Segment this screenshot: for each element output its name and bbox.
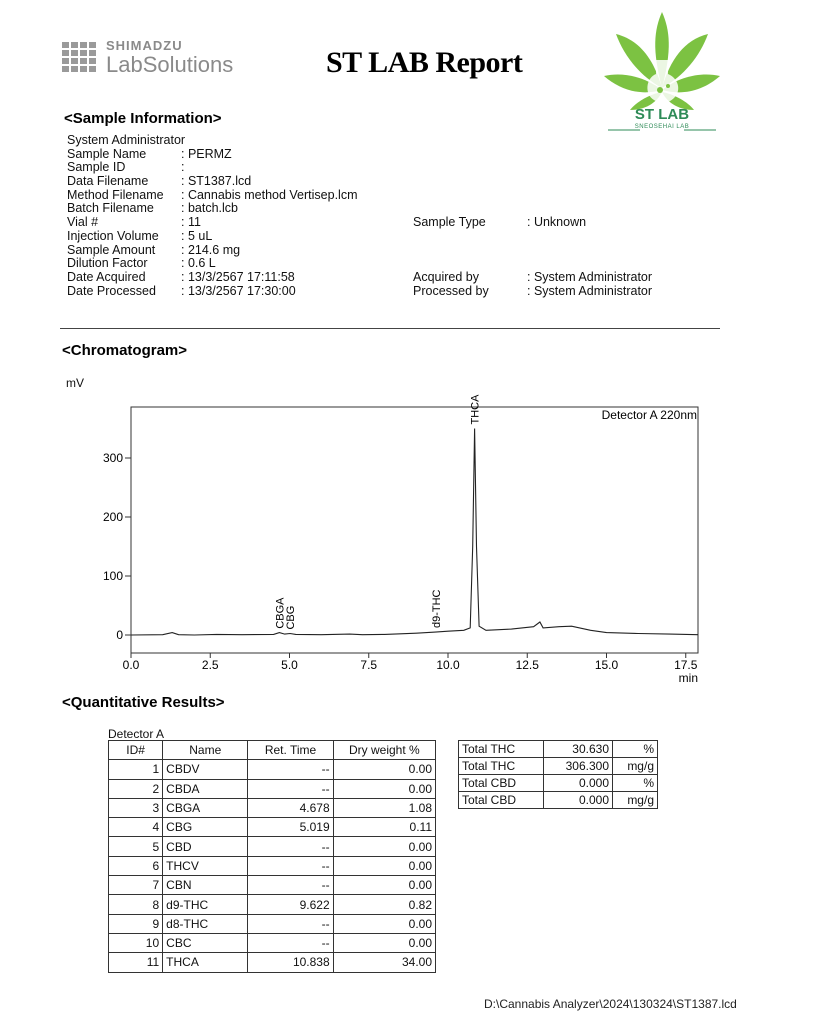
- cell-dry-weight: 0.00: [333, 933, 435, 952]
- info-value: : 13/3/2567 17:11:58: [181, 269, 295, 284]
- info-label: Batch Filename: [67, 201, 154, 216]
- total-value: 0.000: [544, 775, 613, 792]
- cell-ret-time: --: [248, 914, 333, 933]
- sample-type-row: [413, 216, 586, 230]
- total-value: 30.630: [544, 741, 613, 758]
- cell-name: CBGA: [163, 798, 248, 817]
- table-row: [109, 895, 436, 914]
- cell-ret-time: --: [248, 856, 333, 875]
- totals-row: [459, 741, 658, 758]
- cell-dry-weight: 0.00: [333, 779, 435, 798]
- quant-table: [108, 740, 436, 973]
- y-tick-label: 100: [102, 569, 123, 583]
- col-name: Name: [163, 741, 248, 760]
- info-label: Data Filename: [67, 174, 149, 189]
- cell-name: CBC: [163, 933, 248, 952]
- table-row: [109, 856, 436, 875]
- table-row: [109, 953, 436, 972]
- cell-id: 3: [109, 798, 163, 817]
- totals-row: [459, 775, 658, 792]
- chromatogram-trace: [131, 429, 698, 636]
- cell-name: CBN: [163, 876, 248, 895]
- cell-dry-weight: 0.00: [333, 876, 435, 895]
- table-row: [109, 760, 436, 779]
- y-ticks: [103, 451, 131, 642]
- total-unit: mg/g: [613, 792, 658, 809]
- peak-labels: [274, 394, 481, 630]
- processed-by-row: [413, 285, 652, 299]
- cell-dry-weight: 1.08: [333, 798, 435, 817]
- x-tick-label: 10.0: [436, 658, 460, 672]
- info-label: Vial #: [67, 215, 99, 230]
- cell-name: THCV: [163, 856, 248, 875]
- info-row: [67, 216, 357, 230]
- total-label: Total CBD: [459, 775, 544, 792]
- col-id: ID#: [109, 741, 163, 760]
- cell-ret-time: --: [248, 837, 333, 856]
- cell-id: 5: [109, 837, 163, 856]
- sample-type-label: Sample Type: [413, 215, 486, 229]
- totals-table: [458, 740, 658, 809]
- x-tick-label: 15.0: [594, 658, 619, 672]
- acquired-by-row: [413, 271, 652, 285]
- cell-id: 8: [109, 895, 163, 914]
- detector-label: Detector A 220nm: [601, 408, 697, 422]
- info-row: [67, 175, 357, 189]
- table-row: [109, 818, 436, 837]
- cell-ret-time: 5.019: [248, 818, 333, 837]
- cell-id: 7: [109, 876, 163, 895]
- cell-id: 6: [109, 856, 163, 875]
- cell-dry-weight: 34.00: [333, 953, 435, 972]
- file-path-footer: D:\Cannabis Analyzer\2024\130324\ST1387.lcd: [484, 997, 737, 1011]
- table-row: [109, 876, 436, 895]
- brand-labsolutions: LabSolutions: [106, 52, 234, 77]
- info-label: Sample Amount: [67, 242, 156, 257]
- table-row: [109, 798, 436, 817]
- y-tick-label: 300: [102, 451, 123, 465]
- y-tick-label: 200: [102, 510, 123, 524]
- info-value: : 13/3/2567 17:30:00: [181, 283, 296, 298]
- col-dry-weight: Dry weight %: [333, 741, 435, 760]
- cell-name: CBG: [163, 818, 248, 837]
- x-tick-label: 17.5: [674, 658, 698, 672]
- processed-by-label: Processed by: [413, 284, 489, 298]
- cell-ret-time: 10.838: [248, 953, 333, 972]
- total-label: Total THC: [459, 758, 544, 775]
- logo-text: ST LAB: [634, 106, 690, 123]
- info-row: [67, 230, 357, 244]
- cell-dry-weight: 0.82: [333, 895, 435, 914]
- cell-id: 10: [109, 933, 163, 952]
- cell-id: 2: [109, 779, 163, 798]
- y-tick-label: 0: [116, 628, 123, 642]
- peak-label: CBGA: [274, 597, 287, 629]
- cell-ret-time: 4.678: [248, 798, 333, 817]
- cell-ret-time: --: [248, 779, 333, 798]
- cell-name: CBD: [163, 837, 248, 856]
- x-tick-label: 2.5: [201, 658, 219, 672]
- total-unit: %: [613, 741, 658, 758]
- info-value: :: [181, 160, 185, 175]
- x-tick-label: 0.0: [122, 658, 140, 672]
- info-label: Method Filename: [67, 187, 164, 202]
- peak-label: d9-THC: [431, 589, 444, 629]
- logo-subtext: SNEOSEHAI LAB: [634, 124, 690, 130]
- info-value: : 0.6 L: [181, 256, 216, 271]
- quant-heading: <Quantitative Results>: [62, 694, 225, 711]
- cell-ret-time: 9.622: [248, 895, 333, 914]
- info-label: Injection Volume: [67, 228, 159, 243]
- info-label: Dilution Factor: [67, 256, 148, 271]
- plot-frame: [131, 407, 698, 653]
- info-row: [67, 189, 357, 203]
- cell-name: THCA: [163, 953, 248, 972]
- peak-label: THCA: [469, 394, 482, 425]
- cell-name: d8-THC: [163, 914, 248, 933]
- chromatogram-chart: [0, 380, 819, 690]
- info-row: [67, 257, 357, 271]
- info-label: Sample ID: [67, 160, 126, 175]
- report-title: ST LAB Report: [326, 46, 523, 79]
- x-tick-label: 5.0: [281, 658, 298, 672]
- info-value: : ST1387.lcd: [181, 174, 252, 189]
- acquired-by-value: : System Administrator: [527, 270, 653, 284]
- x-tick-label: 7.5: [360, 658, 378, 672]
- totals-row: [459, 758, 658, 775]
- cell-name: CBDA: [163, 779, 248, 798]
- cell-id: 11: [109, 953, 163, 972]
- info-value: : Cannabis method Vertisep.lcm: [181, 187, 358, 202]
- info-row: [67, 271, 357, 285]
- x-axis-unit: min: [678, 671, 698, 685]
- info-label: Date Processed: [67, 283, 156, 298]
- cell-dry-weight: 0.00: [333, 856, 435, 875]
- cell-ret-time: --: [248, 933, 333, 952]
- info-value: : 214.6 mg: [181, 242, 241, 257]
- brand-shimadzu: SHIMADZU: [106, 38, 183, 53]
- info-row: [67, 202, 357, 216]
- info-value: : 5 uL: [181, 228, 213, 243]
- labsolutions-logo-icon: [62, 42, 98, 74]
- col-ret-time: Ret. Time: [248, 741, 333, 760]
- processed-by-value: : System Administrator: [527, 284, 653, 298]
- cell-id: 1: [109, 760, 163, 779]
- total-label: Total THC: [459, 741, 544, 758]
- quant-detector-label: Detector A: [108, 727, 165, 741]
- chromatogram-heading: <Chromatogram>: [62, 342, 188, 359]
- x-tick-label: 12.5: [515, 658, 539, 672]
- total-label: Total CBD: [459, 792, 544, 809]
- cell-name: d9-THC: [163, 895, 248, 914]
- peak-label: CBG: [285, 605, 298, 630]
- total-unit: mg/g: [613, 758, 658, 775]
- sample-info-left: [67, 134, 357, 298]
- table-row: [109, 914, 436, 933]
- cell-ret-time: --: [248, 760, 333, 779]
- info-row: [67, 244, 357, 258]
- x-ticks: [123, 653, 698, 672]
- section-divider: [60, 328, 720, 329]
- total-value: 0.000: [544, 792, 613, 809]
- sample-info-heading: <Sample Information>: [64, 110, 222, 127]
- info-value: : batch.lcb: [181, 201, 238, 216]
- table-row: [109, 933, 436, 952]
- acquired-by-label: Acquired by: [413, 270, 480, 284]
- cell-id: 9: [109, 914, 163, 933]
- info-row: [67, 161, 357, 175]
- info-value: : PERMZ: [181, 146, 232, 161]
- cell-id: 4: [109, 818, 163, 837]
- y-axis-unit: mV: [66, 376, 84, 390]
- cell-dry-weight: 0.00: [333, 760, 435, 779]
- info-label: Sample Name: [67, 146, 147, 161]
- sample-type-value: : Unknown: [527, 215, 587, 229]
- info-row: [67, 148, 357, 162]
- cell-dry-weight: 0.00: [333, 914, 435, 933]
- cell-dry-weight: 0.11: [333, 818, 435, 837]
- totals-row: [459, 792, 658, 809]
- table-row: [109, 779, 436, 798]
- info-value: : 11: [181, 215, 201, 230]
- info-row: [67, 285, 357, 299]
- quant-header-row: [109, 741, 436, 760]
- cell-name: CBDV: [163, 760, 248, 779]
- cell-ret-time: --: [248, 876, 333, 895]
- info-label: Date Acquired: [67, 269, 146, 284]
- sample-info-user: System Administrator: [67, 133, 186, 147]
- total-value: 306.300: [544, 758, 613, 775]
- total-unit: %: [613, 775, 658, 792]
- cell-dry-weight: 0.00: [333, 837, 435, 856]
- table-row: [109, 837, 436, 856]
